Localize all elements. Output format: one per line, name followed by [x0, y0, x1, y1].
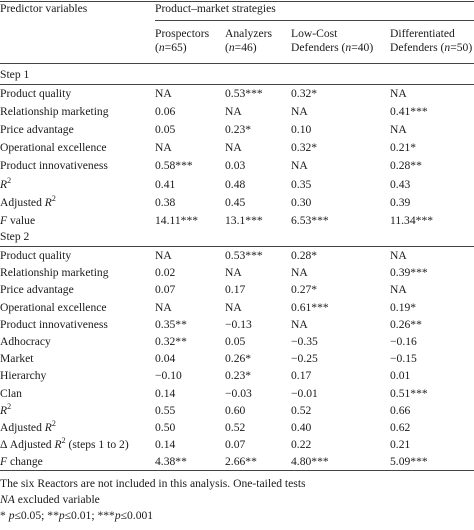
table-cell: 0.17	[291, 369, 312, 383]
row-label: Product innovativeness	[0, 317, 108, 331]
row-label: Product innovativeness	[0, 159, 108, 173]
table-cell: 0.02	[155, 266, 176, 280]
table-cell: −0.13	[225, 317, 252, 331]
table-cell: 0.45	[225, 195, 246, 209]
table-cell: −0.35	[291, 335, 318, 348]
row-label: Price advantage	[0, 283, 74, 297]
row-label: F change	[0, 455, 43, 469]
table-cell: 0.43	[390, 177, 411, 191]
table-cell: 0.32*	[291, 87, 318, 100]
table-cell: 0.52	[225, 421, 246, 434]
row-label: Product quality	[0, 87, 72, 100]
table-cell: 0.07	[155, 283, 176, 297]
row-label: $R^2$	[0, 175, 12, 191]
table-cell: 0.04	[155, 352, 176, 366]
table-cell: 0.50	[155, 421, 176, 434]
row-label: Δ Adjusted $R^2$ (steps 1 to 2)	[0, 436, 129, 452]
header-group-rule	[155, 20, 474, 21]
table-cell: NA	[155, 141, 172, 155]
table-cell: 0.41	[155, 177, 176, 191]
table-cell: 0.21*	[390, 141, 417, 155]
table-cell: 0.35	[291, 177, 312, 191]
step2-rule	[0, 246, 474, 247]
table-cell: 0.32*	[291, 141, 318, 155]
table-cell: 0.21	[390, 438, 411, 452]
table-cell: 0.23*	[225, 369, 252, 383]
column-header-differentiated-defenders: Differentiated Defenders (n=50)	[390, 27, 473, 54]
table-cell: NA	[155, 87, 172, 100]
row-label: Market	[0, 352, 34, 366]
table-cell: 0.60	[225, 403, 246, 417]
step2-label: Step 2	[0, 230, 30, 243]
table-cell: 0.55	[155, 403, 176, 417]
table-cell: 0.32**	[155, 335, 187, 348]
table-cell: NA	[155, 300, 172, 314]
row-label: Clan	[0, 386, 22, 400]
table-cell: 0.05	[225, 335, 246, 348]
table-cell: 2.66**	[225, 455, 257, 469]
table-cell: −0.25	[291, 352, 318, 366]
table-cell: NA	[291, 159, 308, 173]
table-cell: NA	[390, 283, 407, 297]
step1-rule	[0, 84, 474, 85]
table-cell: 0.58***	[155, 159, 193, 173]
column-header-low-cost-defenders: Low-Cost Defenders (n=40)	[291, 27, 374, 54]
table-cell: NA	[155, 249, 172, 262]
table-cell: NA	[225, 300, 242, 314]
table-cell: 0.23*	[225, 123, 252, 137]
table-cell: 0.51***	[390, 386, 428, 400]
table-cell: −0.16	[390, 335, 417, 348]
table-cell: 0.26*	[225, 352, 252, 366]
table-cell: 0.40	[291, 421, 312, 434]
header-predictor-variables: Predictor variables	[0, 2, 88, 15]
table-cell: 13.1***	[225, 213, 263, 227]
table-cell: 0.28**	[390, 159, 422, 173]
table-cell: 0.14	[155, 386, 176, 400]
table-cell: 0.62	[390, 421, 411, 434]
table-cell: 0.17	[225, 283, 246, 297]
table-cell: −0.15	[390, 352, 417, 366]
table-cell: 0.19*	[390, 300, 417, 314]
table-cell: NA	[390, 87, 407, 100]
table-cell: 5.09***	[390, 455, 428, 469]
table-cell: NA	[291, 105, 308, 119]
row-label: Relationship marketing	[0, 266, 109, 280]
table-cell: −0.01	[291, 386, 318, 400]
row-label: Adjusted $R^2$	[0, 419, 56, 434]
table-cell: NA	[390, 249, 407, 262]
table-cell: NA	[225, 266, 242, 280]
table-cell: −0.03	[225, 386, 252, 400]
row-label: Adhocracy	[0, 335, 51, 348]
footnote-significance: * p≤0.05; **p≤0.01; ***p≤0.001	[0, 509, 154, 522]
footnote-reactors: The six Reactors are not included in this analysis. One-tailed tests	[0, 477, 306, 490]
table-cell: 0.01	[390, 369, 411, 383]
table-cell: 0.61***	[291, 300, 329, 314]
table-cell: 4.80***	[291, 455, 329, 469]
table-cell: 0.28*	[291, 249, 318, 262]
row-label: Adjusted $R^2$	[0, 193, 56, 209]
table-cell: 0.27*	[291, 283, 318, 297]
table-cell: −0.10	[155, 369, 182, 383]
table-cell: 0.35**	[155, 317, 187, 331]
row-label: Relationship marketing	[0, 105, 109, 119]
table-cell: 0.14	[155, 438, 176, 452]
table-cell: 0.41***	[390, 105, 428, 119]
table-cell: 14.11***	[155, 213, 199, 227]
step1-label: Step 1	[0, 68, 30, 81]
table-cell: 0.48	[225, 177, 246, 191]
header-product-market-strategies: Product–market strategies	[155, 2, 276, 15]
column-header-prospectors: Prospectors (n=65)	[155, 27, 210, 54]
table-cell: 0.30	[291, 195, 312, 209]
table-cell: NA	[225, 105, 242, 119]
table-cell: 0.52	[291, 403, 312, 417]
footnote-na: NA excluded variable	[0, 493, 100, 506]
table-bottom-rule	[0, 470, 474, 471]
row-label: Product quality	[0, 249, 72, 262]
table-cell: 11.34***	[390, 213, 434, 227]
table-cell: NA	[291, 317, 308, 331]
table-cell: 4.38**	[155, 455, 187, 469]
table-cell: 0.39***	[390, 266, 428, 280]
row-label: F value	[0, 213, 36, 227]
table-cell: 6.53***	[291, 213, 329, 227]
row-label: Price advantage	[0, 123, 74, 137]
row-label: $R^2$	[0, 401, 12, 417]
row-label: Operational excellence	[0, 300, 107, 314]
table-cell: NA	[390, 123, 407, 137]
table-cell: 0.39	[390, 195, 411, 209]
table-cell: 0.10	[291, 123, 312, 137]
row-label: Hierarchy	[0, 369, 47, 383]
table-cell: 0.07	[225, 438, 246, 452]
table-cell: 0.03	[225, 159, 246, 173]
column-header-analyzers: Analyzers (n=46)	[225, 27, 272, 54]
table-cell: 0.53***	[225, 87, 263, 100]
table-cell: 0.05	[155, 123, 176, 137]
table-cell: 0.06	[155, 105, 176, 119]
table-cell: NA	[291, 266, 308, 280]
header-bottom-rule	[0, 63, 474, 64]
table-cell: 0.26**	[390, 317, 422, 331]
table-cell: 0.66	[390, 403, 411, 417]
table-cell: 0.22	[291, 438, 312, 452]
row-label: Operational excellence	[0, 141, 107, 155]
table-cell: 0.53***	[225, 249, 263, 262]
table-cell: NA	[225, 141, 242, 155]
table-cell: 0.38	[155, 195, 176, 209]
